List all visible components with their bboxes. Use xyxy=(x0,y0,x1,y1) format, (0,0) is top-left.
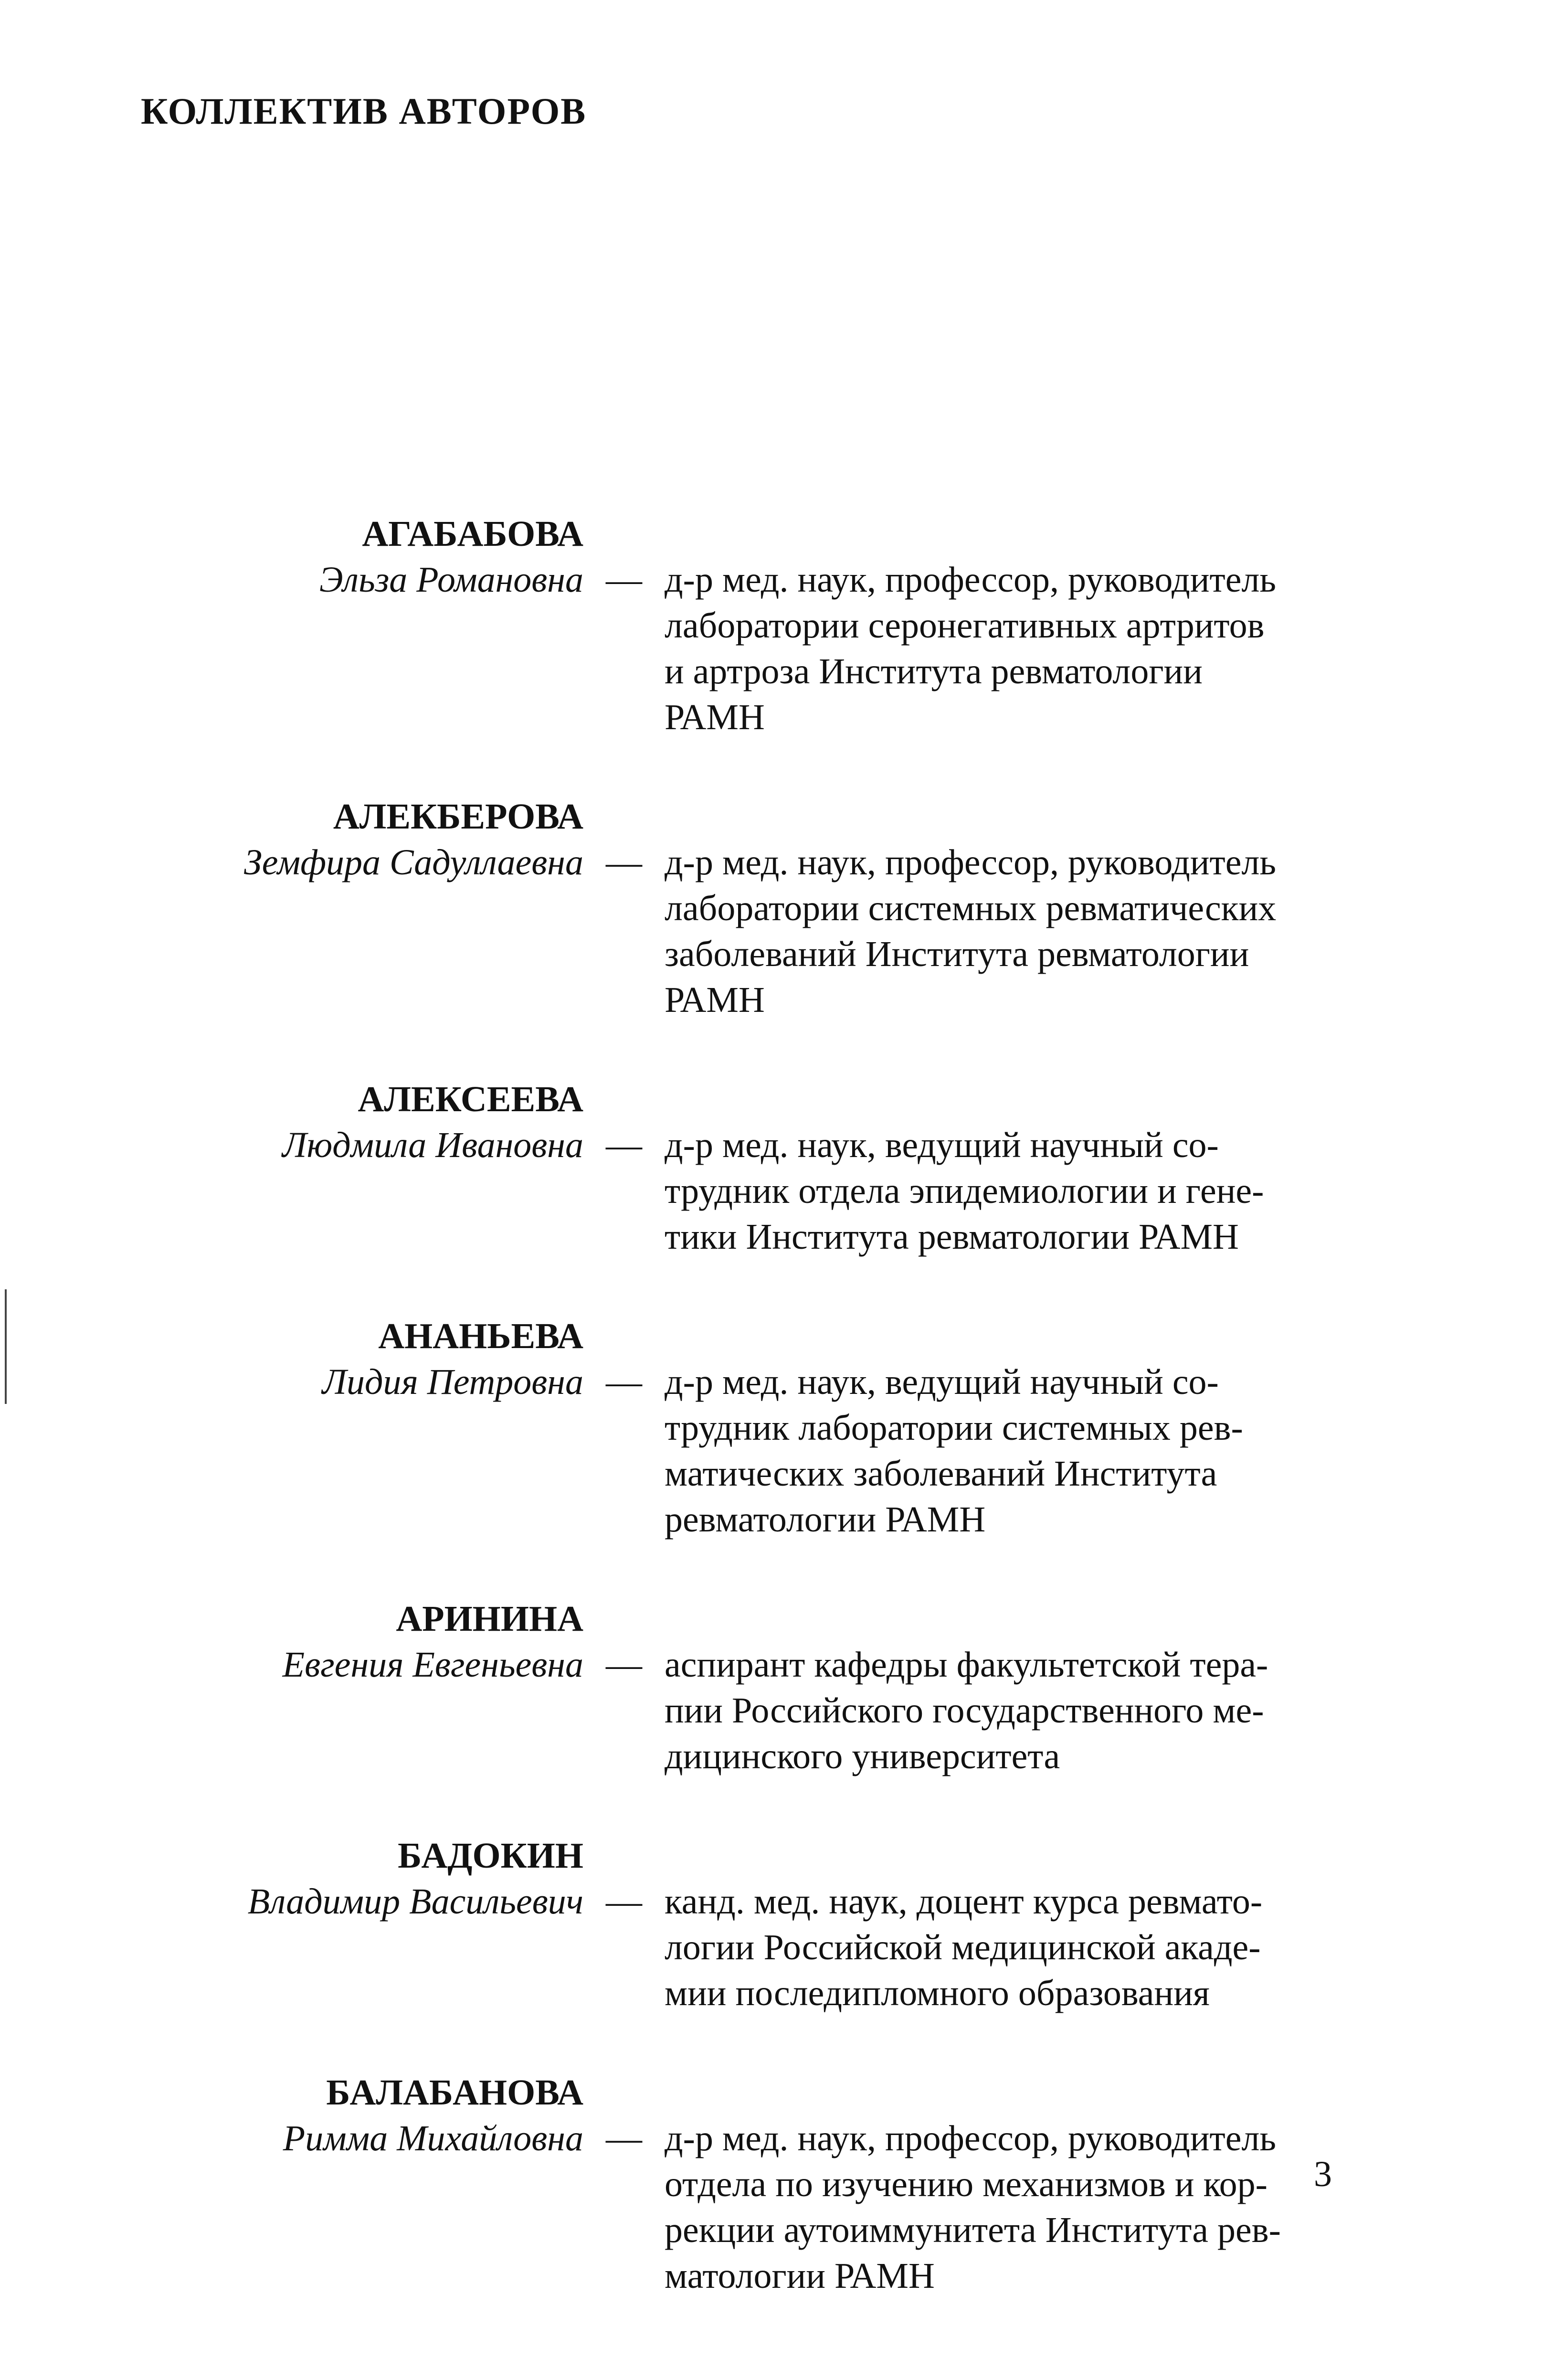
description-line: матических заболеваний Института xyxy=(665,1454,1217,1494)
author-entry xyxy=(0,1833,1542,2016)
author-entry xyxy=(0,2070,1542,2299)
description-line: и артроза Института ревматологии xyxy=(665,651,1203,691)
page-title: КОЛЛЕКТИВ АВТОРОВ xyxy=(141,90,587,132)
description-line: отдела по изучению механизмов и кор- xyxy=(665,2164,1267,2204)
author-names xyxy=(0,1076,583,1168)
description-line: РАМН xyxy=(665,697,765,737)
description-line: д-р мед. наук, ведущий научный со- xyxy=(665,1125,1219,1165)
author-list xyxy=(0,511,1542,2352)
description-line: рекции аутоиммунитета Института рев- xyxy=(665,2210,1281,2250)
author-given-name: Эльза Романовна xyxy=(319,560,583,600)
em-dash: — xyxy=(606,1645,642,1685)
page-number: 3 xyxy=(1314,2154,1332,2194)
description-line: д-р мед. наук, профессор, руководитель xyxy=(665,842,1277,882)
em-dash: — xyxy=(606,1125,642,1165)
description-line: матологии РАМН xyxy=(665,2256,935,2296)
author-description xyxy=(665,2115,1341,2299)
author-names xyxy=(0,1313,583,1405)
author-surname: АРИНИНА xyxy=(396,1599,583,1639)
author-given-name: Лидия Петровна xyxy=(322,1362,583,1402)
author-description xyxy=(665,1122,1341,1260)
author-entry xyxy=(0,1596,1542,1779)
description-line: дицинского университета xyxy=(665,1736,1060,1776)
author-names xyxy=(0,511,583,603)
author-description xyxy=(665,557,1341,740)
author-surname: АНАНЬЕВА xyxy=(378,1316,583,1356)
description-line: заболеваний Института ревматологии xyxy=(665,934,1249,974)
description-line: трудник лаборатории системных рев- xyxy=(665,1408,1243,1448)
author-description xyxy=(665,839,1341,1023)
description-line: пии Российского государственного ме- xyxy=(665,1690,1264,1731)
description-line: канд. мед. наук, доцент курса ревмато- xyxy=(665,1881,1263,1922)
em-dash: — xyxy=(606,560,642,600)
description-line: д-р мед. наук, профессор, руководитель xyxy=(665,2118,1277,2158)
description-line: лаборатории серонегативных артритов xyxy=(665,606,1265,646)
author-surname: АЛЕКСЕЕВА xyxy=(358,1079,583,1119)
description-line: д-р мед. наук, профессор, руководитель xyxy=(665,560,1277,600)
scan-margin-mark xyxy=(5,1289,7,1404)
author-surname: АГАБАБОВА xyxy=(362,514,583,554)
em-dash: — xyxy=(606,1881,642,1922)
description-line: логии Российской медицинской акаде- xyxy=(665,1927,1261,1967)
author-given-name: Земфира Садуллаевна xyxy=(244,842,583,882)
description-line: тики Института ревматологии РАМН xyxy=(665,1217,1239,1257)
author-surname: БАДОКИН xyxy=(398,1836,583,1876)
author-given-name: Евгения Евгеньевна xyxy=(282,1645,583,1685)
author-surname: БАЛАБАНОВА xyxy=(326,2072,583,2113)
author-description xyxy=(665,1879,1341,2016)
author-names xyxy=(0,1596,583,1688)
author-given-name: Людмила Ивановна xyxy=(282,1125,583,1165)
author-surname: АЛЕКБЕРОВА xyxy=(333,797,583,837)
author-names xyxy=(0,794,583,885)
description-line: лаборатории системных ревматических xyxy=(665,888,1277,928)
author-given-name: Римма Михайловна xyxy=(283,2118,583,2158)
em-dash: — xyxy=(606,842,642,882)
author-names xyxy=(0,1833,583,1924)
author-entry xyxy=(0,794,1542,1023)
em-dash: — xyxy=(606,1362,642,1402)
em-dash: — xyxy=(606,2118,642,2158)
author-entry xyxy=(0,511,1542,740)
description-line: аспирант кафедры факультетской тера- xyxy=(665,1645,1268,1685)
author-entry xyxy=(0,1076,1542,1260)
description-line: мии последипломного образования xyxy=(665,1973,1210,2013)
description-line: трудник отдела эпидемиологии и гене- xyxy=(665,1171,1264,1211)
description-line: РАМН xyxy=(665,980,765,1020)
author-entry xyxy=(0,1313,1542,1542)
author-names xyxy=(0,2070,583,2161)
author-given-name: Владимир Васильевич xyxy=(247,1881,583,1922)
author-description xyxy=(665,1642,1341,1779)
description-line: д-р мед. наук, ведущий научный со- xyxy=(665,1362,1219,1402)
author-description xyxy=(665,1359,1341,1542)
description-line: ревматологии РАМН xyxy=(665,1499,986,1540)
